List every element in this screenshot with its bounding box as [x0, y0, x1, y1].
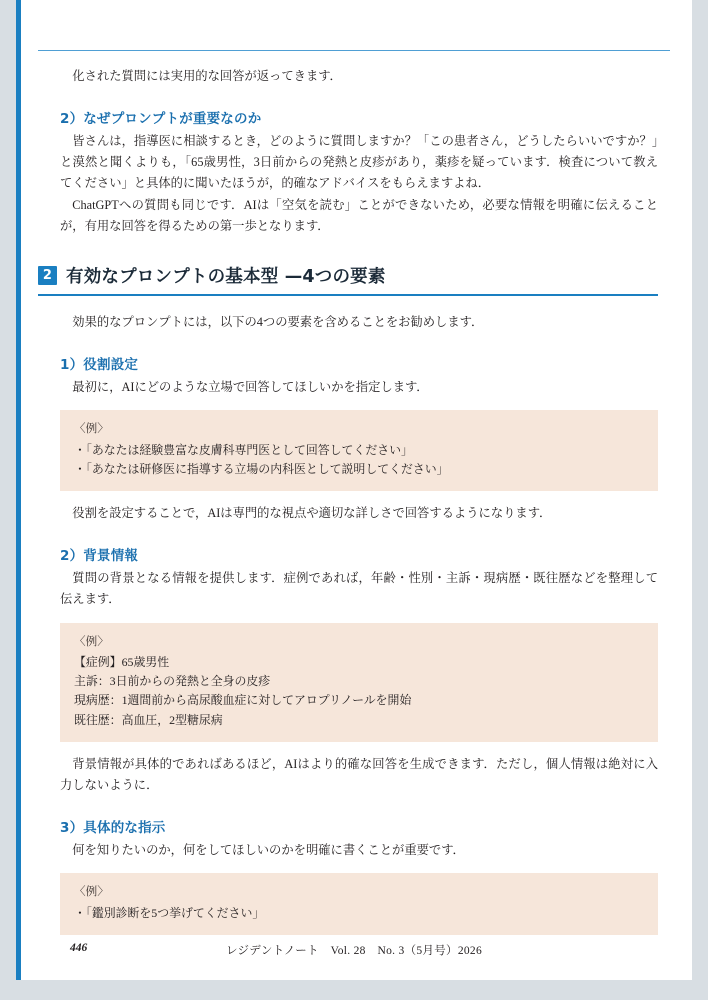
example-line: 既往歴：高血圧，2型糖尿病	[74, 712, 223, 727]
example-label: 〈例〉	[74, 634, 109, 648]
section-title: 有効なプロンプトの基本型 —4つの要素	[66, 266, 386, 287]
paragraph-why-prompt-2: ChatGPTへの質問も同じです．AIは「空気を読む」ことができないため，必要な情報を明確に伝えることが，有用な回答を得るための第一歩となります．	[60, 197, 658, 233]
subheading-role-setting: 1）役割設定	[60, 356, 139, 373]
section-lead-paragraph: 効果的なプロンプトには，以下の4つの要素を含めることをお勧めします．	[72, 314, 484, 329]
document-page	[16, 0, 692, 980]
example-box-role-setting	[60, 410, 658, 491]
section-heading	[38, 263, 658, 288]
example-line: 現病歴：1週間前から高尿酸血症に対してアロプリノールを開始	[74, 693, 412, 708]
paragraph-why-prompt-1: 皆さんは，指導医に相談するとき，どのように質問しますか？「この患者さん，どうしたらいいですか？」と漠然と聞くよりも，「65歳男性，3日前からの発熱と皮疹があり，薬疹を疑っています．検査について教えてください」と具体的に聞いたほうが，的確なアドバイスをもらえますよね．	[60, 134, 658, 191]
page-number: 446	[70, 942, 88, 954]
paragraph-background-info-intro: 質問の背景となる情報を提供します．症例であれば，年齢・性別・主訴・現病歴・既往歴などを整理して伝えます．	[60, 571, 658, 607]
subheading-why-prompt: 2）なぜプロンプトが重要なのか	[60, 111, 262, 128]
page-top-rule	[38, 50, 670, 51]
example-box-background-info	[60, 623, 658, 743]
paragraph-role-setting-note: 役割を設定することで，AIは専門的な視点や適切な詳しさで回答するようになります．	[72, 506, 552, 521]
subheading-background-info: 2）背景情報	[60, 548, 139, 565]
subheading-specific-instruction: 3）具体的な指示	[60, 820, 166, 837]
page-content	[38, 66, 658, 947]
journal-citation: レジデントノート Vol. 28 No. 3（5月号）2026	[225, 945, 483, 957]
example-box-specific-instruction	[60, 873, 658, 935]
example-label: 〈例〉	[74, 422, 109, 436]
example-label: 〈例〉	[74, 885, 109, 899]
section-underline	[38, 294, 658, 296]
paragraph-role-setting-intro: 最初に，AIにどのような立場で回答してほしいかを指定します．	[72, 379, 429, 394]
example-line: 主訴：3日前からの発熱と全身の皮疹	[74, 674, 271, 689]
paragraph-specific-instruction-intro: 何を知りたいのか，何をしてほしいのかを明確に書くことが重要です．	[72, 843, 465, 858]
example-line: ・「あなたは研修医に指導する立場の内科医として説明してください」	[74, 461, 449, 476]
example-line: ・「あなたは経験豊富な皮膚科専門医として回答してください」	[74, 442, 413, 457]
section-number-badge: 2	[38, 266, 57, 285]
top-paragraph: 化された質問には実用的な回答が返ってきます．	[72, 69, 342, 83]
page-left-accent-bar	[16, 0, 21, 980]
example-line: ・「鑑別診断を5つ挙げてください」	[74, 905, 265, 920]
paragraph-background-info-note: 背景情報が具体的であればあるほど，AIはより的確な回答を生成できます．ただし，個人情報は絶対に入力しないように．	[60, 757, 658, 793]
page-footer	[38, 942, 670, 958]
example-line: 【症例】65歳男性	[74, 654, 170, 669]
